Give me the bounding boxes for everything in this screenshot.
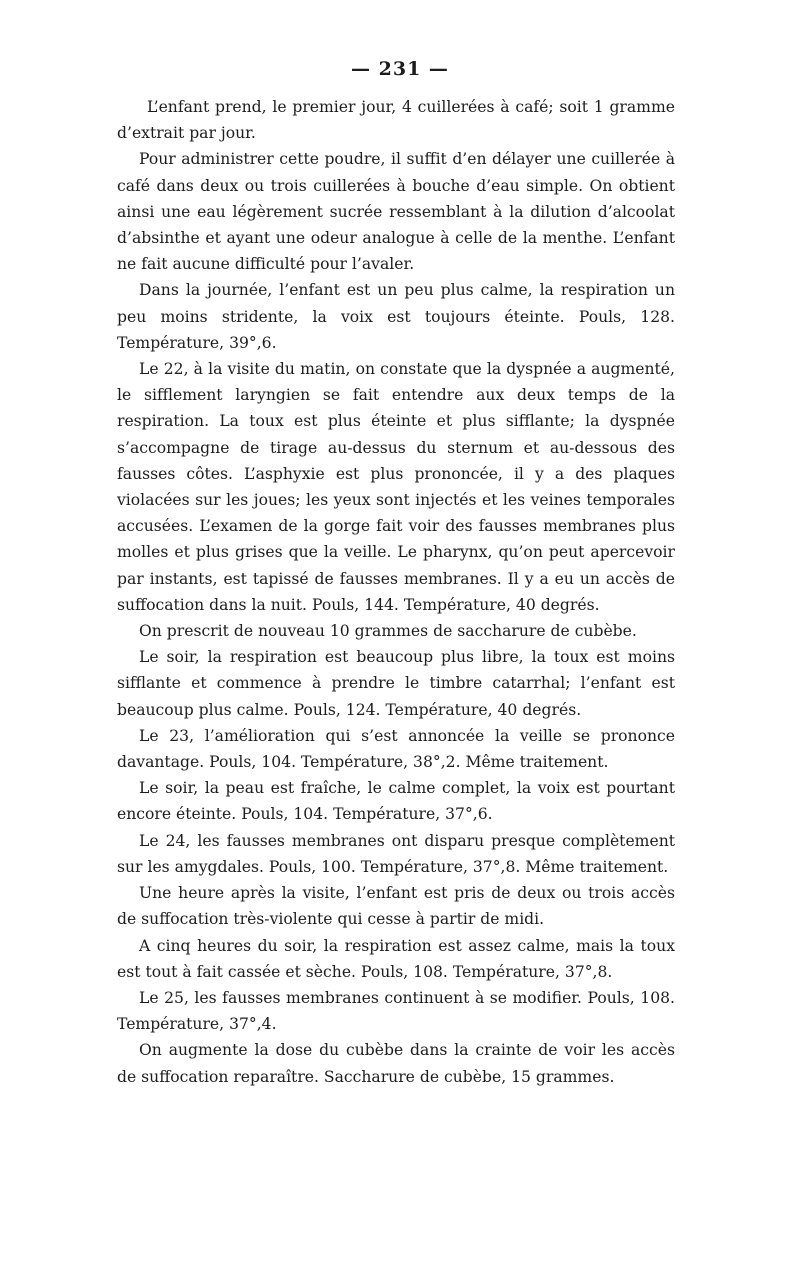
paragraph-day-22-morning: Le 22, à la visite du matin, on constate que la dyspnée a augmenté, le sifflement laryngien se fait entendre aux deux temps de la respiration. La toux est plus éteinte et plus sifflante; la dyspnée s’accompagne de tirage au-dessus du sternum et au-dessous des fausses côtes. L’asphyxie est plus prononcée, il y a des plaques violacées sur les joues; les yeux sont injectés et les veines temporales accusées. L’examen de la gorge fait voir des fausses membranes plus molles et plus grises que la veille. Le pharynx, qu’on peut apercevoir par instants, est tapissé de fausses membranes. Il y a eu un accès de suffocation dans la nuit. Pouls, 144. Température, 40 degrés. (117, 360, 675, 614)
paragraph-day-24-evening: A cinq heures du soir, la respiration est assez calme, mais la toux est tout à fait cassée et sèche. Pouls, 108. Température, 37°,8. (117, 936, 675, 981)
paragraph-day-25-dose: On augmente la dose du cubèbe dans la crainte de voir les accès de suffocation reparaître. Saccharure de cubèbe, 15 grammes. (117, 1041, 675, 1086)
paragraph-day-25: Le 25, les fausses membranes continuent à se modifier. Pouls, 108. Température, 37°,4. (117, 988, 675, 1034)
paragraph-administration: Pour administrer cette poudre, il suffit d’en délayer une cuillerée à café dans deux ou trois cuillerées à bouche d’eau simple. On obtient ainsi une eau légèrement sucrée ressemblant à la dilution d’alcoolat d’absinthe et ayant une odeur analogue à celle de la menthe. L’enfant ne fait aucune difficulté pour l’avaler. (117, 150, 675, 274)
page-number: — 231 — (351, 58, 449, 80)
paragraph-day-24-after-visit: Une heure après la visite, l’enfant est pris de deux ou trois accès de suffocation très-violente qui cesse à partir de midi. (117, 884, 675, 929)
book-page (117, 58, 675, 1090)
paragraph-day-22-prescription: On prescrit de nouveau 10 grammes de saccharure de cubèbe. (139, 622, 637, 641)
paragraph-day-21: Dans la journée, l’enfant est un peu plus calme, la respiration un peu moins stridente, la voix est toujours éteinte. Pouls, 128. Température, 39°,6. (117, 281, 675, 352)
paragraph-day-22-evening: Le soir, la respiration est beaucoup plus libre, la toux est moins sifflante et commence à prendre le timbre catarrhal; l’enfant est beaucoup plus calme. Pouls, 124. Température, 40 degrés. (117, 648, 675, 719)
paragraph-dosage: L’enfant prend, le premier jour, 4 cuillerées à café; soit 1 gramme d’extrait par jour. (117, 98, 675, 143)
paragraph-day-24-morning: Le 24, les fausses membranes ont disparu presque complètement sur les amygdales. Pouls, 100. Température, 37°,8. Même traitement. (117, 831, 675, 876)
paragraph-day-23-evening: Le soir, la peau est fraîche, le calme complet, la voix est pourtant encore éteinte. Pouls, 104. Température, 37°,6. (117, 779, 675, 824)
paragraph-day-23-morning: Le 23, l’amélioration qui s’est annoncée la veille se prononce davantage. Pouls, 104. Température, 38°,2. Même traitement. (117, 726, 675, 772)
